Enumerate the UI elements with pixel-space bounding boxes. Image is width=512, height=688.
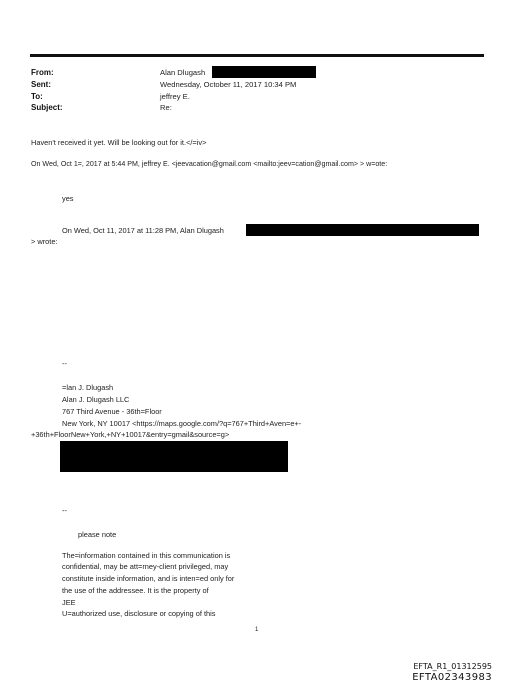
signature-company: Alan J. Dlugash LLC — [62, 395, 130, 404]
note-line-6: U=authorized use, disclosure or copying of this — [62, 609, 216, 618]
bates-id-small: EFTA_R1_01312595 — [413, 662, 492, 671]
redaction-from-email — [212, 66, 316, 78]
note-line-2: confidential, may be att=rney-client privileged, may — [62, 562, 229, 571]
quote-header-line: On Wed, Oct 11, 2017 at 11:28 PM, Alan Dlugash — [62, 226, 224, 235]
note-line-3: constitute inside information, and is inten=ed only for — [62, 574, 235, 583]
signature-address-1: 767 Third Avenue - 36th=Floor — [62, 407, 162, 416]
signature-address-2: New York, NY 10017 <https://maps.google.com/?q=767+Third+Aven=e+- — [62, 419, 302, 428]
body-line-2: On Wed, Oct 1=, 2017 at 5:44 PM, jeffrey E. <jeevacation@gmail.com <mailto:jeev=cation@gmail.com> > w=ote: — [31, 160, 388, 168]
sent-label: Sent: — [31, 80, 51, 89]
redaction-quote-email — [246, 224, 479, 236]
signature-name: =lan J. Dlugash — [62, 383, 114, 392]
subject-label: Subject: — [31, 103, 63, 112]
quote-wrote: > wrote: — [31, 237, 58, 246]
body-line-1: Haven't received it yet. Will be looking out for it.</=iv> — [31, 138, 207, 147]
to-label: To: — [31, 92, 43, 101]
redaction-signature-block — [60, 441, 288, 472]
signature-separator: -- — [62, 359, 67, 368]
note-line-1: The=information contained in this communication is — [62, 551, 231, 560]
note-title: please note — [78, 530, 117, 539]
to-value: jeffrey E. — [160, 92, 190, 101]
from-value: Alan Dlugash — [160, 68, 206, 77]
sent-value: Wednesday, October 11, 2017 10:34 PM — [160, 80, 297, 89]
note-line-5: JEE — [62, 598, 76, 607]
signature-address-3: +36th+FloorNew+York,+NY+10017&entry=gmail&source=g> — [31, 430, 230, 439]
subject-value: Re: — [160, 103, 172, 112]
from-label: From: — [31, 68, 54, 77]
page-number: 1 — [255, 627, 259, 633]
header-rule — [30, 54, 484, 57]
reply-yes: yes — [62, 194, 74, 203]
signature-separator-2: -- — [62, 506, 67, 515]
bates-id-large: EFTA02343983 — [412, 672, 492, 683]
note-line-4: the use of the addressee. It is the property of — [62, 586, 209, 595]
